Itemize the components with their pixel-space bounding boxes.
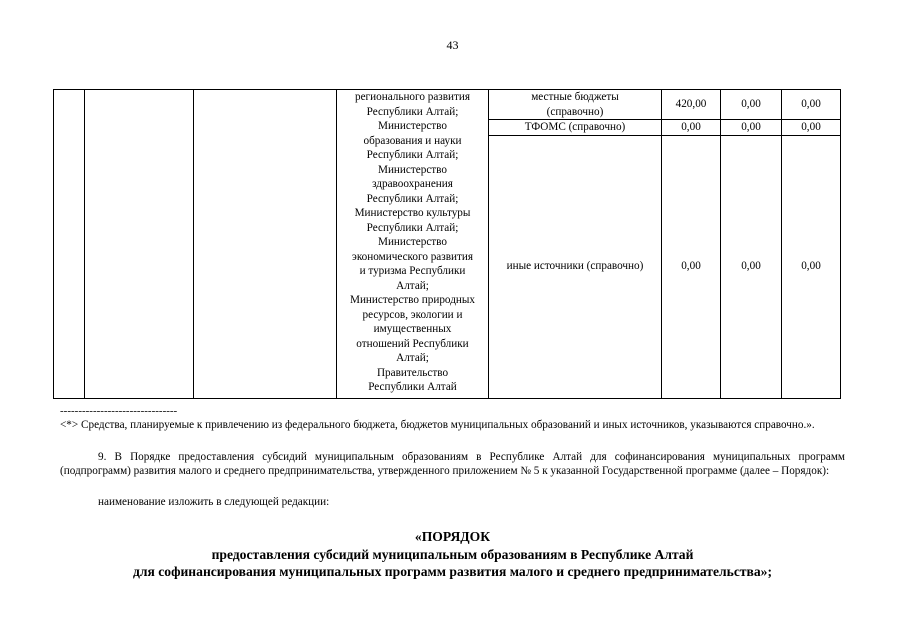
table-cell-value: 420,00 — [662, 90, 721, 120]
table-cell-value: 0,00 — [721, 120, 782, 136]
table-cell-program — [85, 90, 194, 399]
organization-line: образования и науки — [363, 134, 462, 147]
organization-line: Республики Алтай; — [366, 192, 459, 205]
page-number: 43 — [446, 38, 459, 52]
table-cell-source: иные источники (справочно) — [489, 135, 662, 398]
organization-line: имущественных — [373, 323, 452, 335]
financing-table — [53, 89, 841, 399]
organization-line: Республики Алтай; — [366, 105, 459, 118]
heading-title: «ПОРЯДОК — [414, 529, 491, 544]
table-cell-number — [54, 90, 85, 399]
organization-line: Алтай; — [396, 352, 429, 364]
organization-line: регионального развития — [354, 91, 471, 103]
table-cell-value: 0,00 — [662, 135, 721, 398]
footnote-rule: -------------------------------- — [60, 405, 178, 417]
heading-line-3: для софинансирования муниципальных программ развития малого и среднего предпринимательства»; — [132, 564, 773, 579]
organization-line: Министерство культуры — [354, 207, 471, 219]
footnote-text: <*> Средства, планируемые к привлечению из федерального бюджета, бюджетов муниципальных образований и иных источников, указываются справочно.». — [60, 419, 815, 431]
table-cell-value: 0,00 — [782, 120, 841, 136]
table-cell-value: 0,00 — [721, 135, 782, 398]
organizations-list — [340, 90, 485, 395]
table-cell-value: 0,00 — [782, 135, 841, 398]
organization-line: экономического развития — [352, 250, 473, 263]
source-label: местные бюджеты — [531, 91, 619, 103]
table-cell-value: 0,00 — [782, 90, 841, 120]
organization-line: Республики Алтай; — [366, 221, 459, 234]
table-row — [54, 90, 841, 120]
organization-line: отношений Республики — [356, 337, 469, 350]
organization-line: и туризма Республики — [359, 265, 466, 277]
table-cell-indicator — [194, 90, 337, 399]
paragraph-edit-instruction: наименование изложить в следующей редакции: — [98, 496, 330, 508]
organization-line: здравоохранения — [372, 178, 453, 190]
table-cell-source: ТФОМС (справочно) — [489, 120, 662, 136]
organization-line: Алтай; — [396, 279, 429, 292]
organization-line: Республики Алтай — [368, 381, 457, 393]
organization-line: Министерство природных — [350, 294, 475, 306]
paragraph-9: 9. В Порядке предоставления субсидий муниципальным образованиям в Республике Алтай для софинансирования муниципальных программ (подпрограмм) развития малого и среднего предпринимательства, утвержденного приложением № 5 к указанной Государственной программе (далее – Порядок): — [60, 451, 845, 478]
organization-line: Министерство — [378, 236, 447, 248]
organization-line: Министерство — [378, 120, 447, 132]
organization-line: Министерство — [378, 163, 447, 176]
source-label: (справочно) — [546, 105, 604, 118]
organization-line: Республики Алтай; — [366, 149, 459, 161]
heading-line-2: предоставления субсидий муниципальным образованиям в Республике Алтай — [211, 547, 694, 562]
table-cell-value: 0,00 — [662, 120, 721, 136]
organization-line: ресурсов, экологии и — [362, 308, 463, 321]
table-cell-organizations — [337, 90, 489, 399]
organization-line: Правительство — [376, 366, 449, 379]
table-cell-value: 0,00 — [721, 90, 782, 120]
table-cell-source — [489, 90, 662, 120]
